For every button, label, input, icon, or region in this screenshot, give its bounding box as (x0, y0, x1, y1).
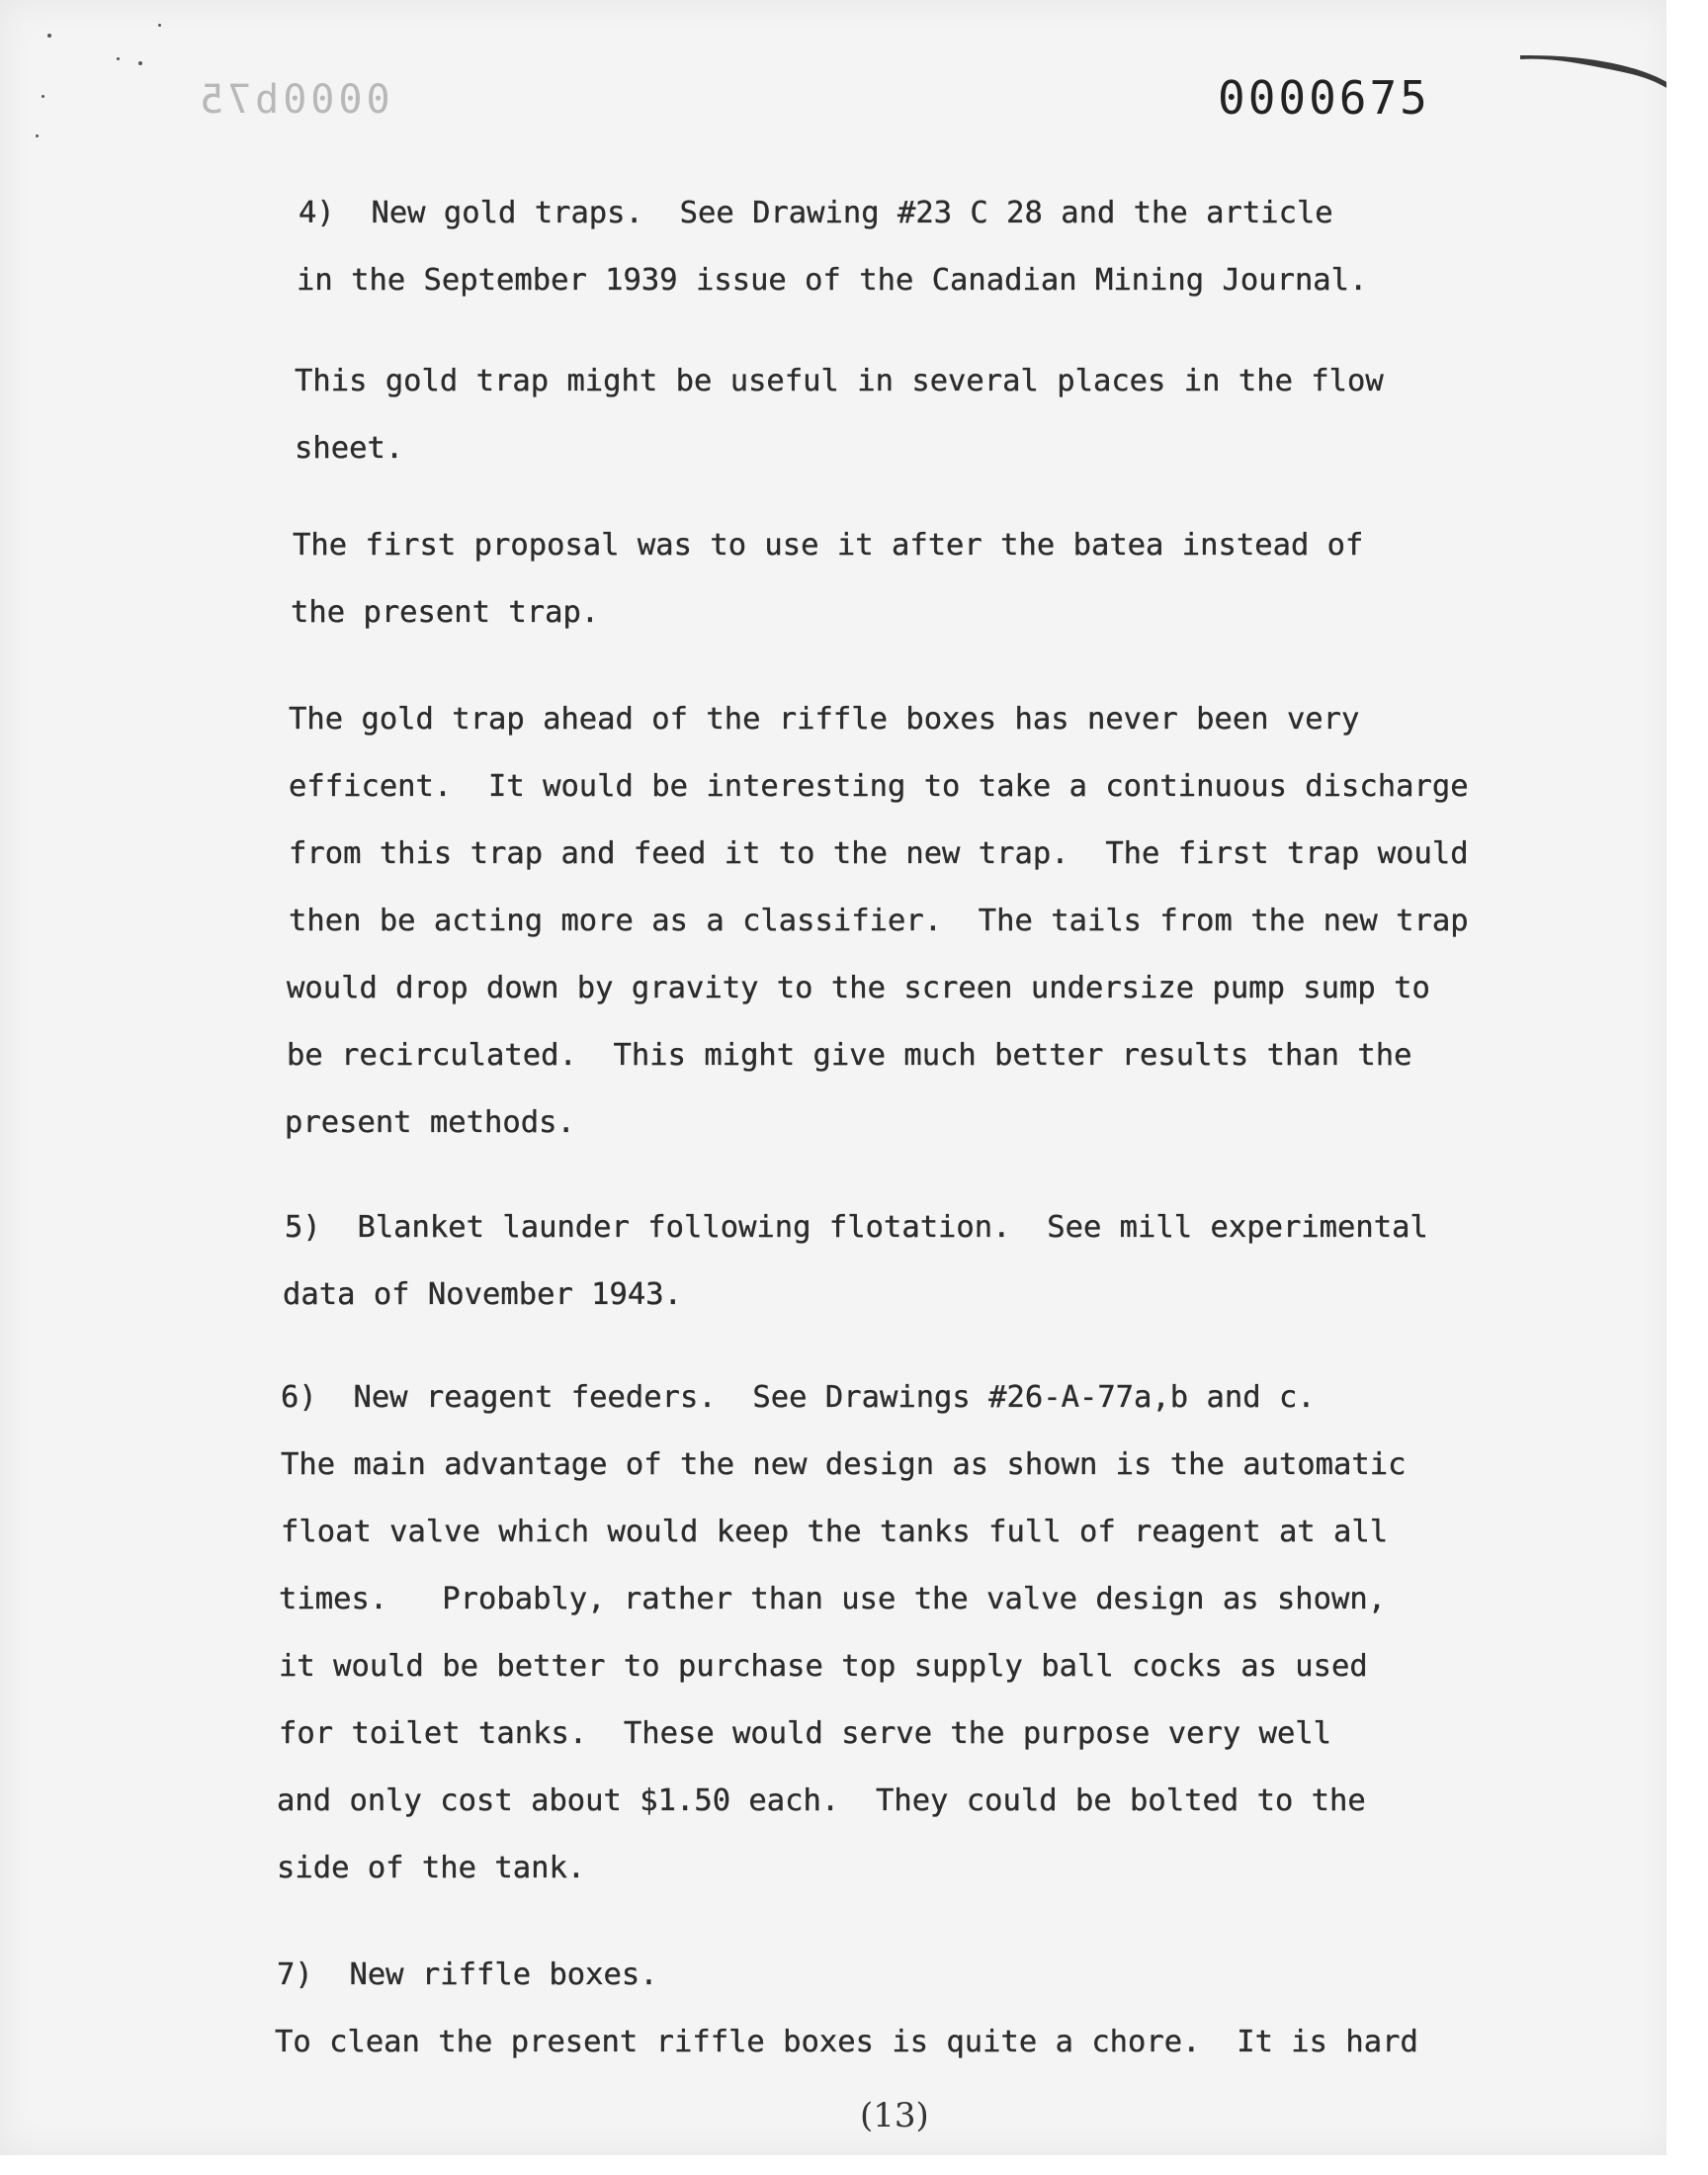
scan-speck (138, 61, 142, 65)
body-line: The first proposal was to use it after the batea instead of (293, 528, 1364, 563)
body-line: the present trap. (291, 595, 600, 630)
body-line: it would be better to purchase top supply ball cocks as used (279, 1649, 1368, 1684)
body-line: efficent. It would be interesting to take a continuous discharge (289, 769, 1469, 804)
body-line: 4) New gold traps. See Drawing #23 C 28 and the article (299, 196, 1333, 230)
body-line: 7) New riffle boxes. (277, 1958, 658, 1992)
body-line: side of the tank. (277, 1851, 586, 1885)
scan-margin-bottom (0, 2155, 1708, 2175)
body-line: would drop down by gravity to the screen undersize pump sump to (287, 971, 1430, 1005)
scan-speck (158, 24, 161, 27)
body-line: data of November 1943. (283, 1277, 682, 1312)
bleed-through-number: 0000b75 (196, 77, 390, 123)
scan-speck (47, 34, 51, 38)
body-line: from this trap and feed it to the new trap. The first trap would (289, 836, 1469, 871)
scan-speck (36, 134, 39, 137)
body-line: To clean the present riffle boxes is quite a chore. It is hard (275, 2025, 1418, 2059)
body-line: times. Probably, rather than use the valve design as shown, (279, 1582, 1387, 1616)
body-line: The gold trap ahead of the riffle boxes has never been very (289, 702, 1360, 737)
body-line: float valve which would keep the tanks full of reagent at all (281, 1515, 1389, 1549)
scan-speck (117, 57, 120, 60)
body-line: and only cost about $1.50 each. They could be bolted to the (277, 1784, 1366, 1818)
body-line: be recirculated. This might give much better results than the (287, 1038, 1412, 1073)
scan-speck (42, 95, 44, 98)
body-line: This gold trap might be useful in several places in the flow (295, 364, 1384, 398)
body-line: present methods. (285, 1105, 575, 1140)
body-line: sheet. (295, 431, 404, 466)
torn-corner-mark (1520, 55, 1668, 91)
body-line: then be acting more as a classifier. The tails from the new trap (289, 904, 1469, 938)
page-number: (13) (860, 2096, 929, 2135)
body-line: in the September 1939 issue of the Canadian Mining Journal. (297, 263, 1368, 298)
body-line: 6) New reagent feeders. See Drawings #26-A-77a,b and c. (281, 1380, 1316, 1415)
scan-margin-right (1666, 0, 1708, 2175)
page-id-number: 0000675 (1218, 71, 1430, 125)
body-line: The main advantage of the new design as shown is the automatic (281, 1447, 1407, 1482)
body-line: 5) Blanket launder following flotation. See mill experimental (285, 1210, 1428, 1245)
body-line: for toilet tanks. These would serve the purpose very well (279, 1716, 1332, 1751)
